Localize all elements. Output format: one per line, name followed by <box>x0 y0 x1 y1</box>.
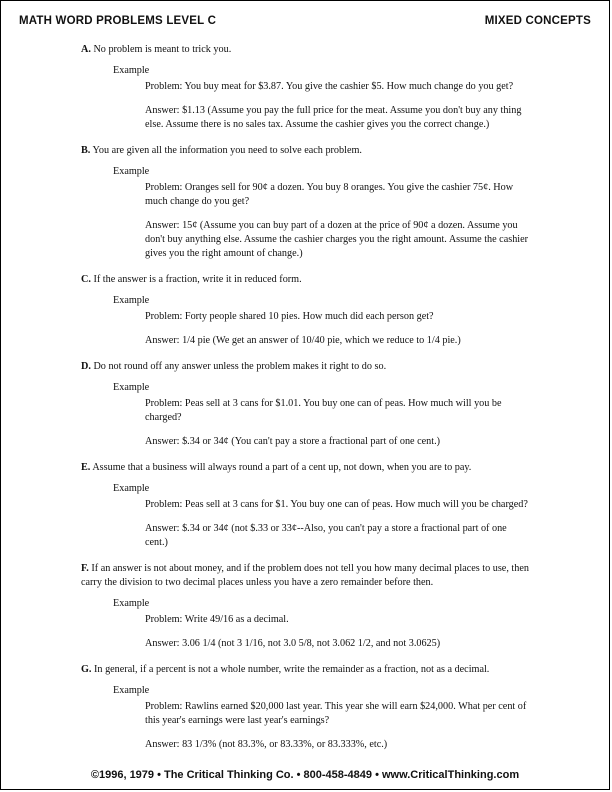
rule-statement: If the answer is a fraction, write it in reduced form. <box>93 274 302 285</box>
rule-statement: If an answer is not about money, and if the problem does not tell you how many decimal places to use, then carry the division to two decimal places unless you have a zero remainder before then. <box>81 563 529 588</box>
copyright-footer: ©1996, 1979 • The Critical Thinking Co. • 800-458-4849 • www.CriticalThinking.com <box>90 769 520 781</box>
example-problem: Problem: You buy meat for $3.87. You give the cashier $5. How much change do you get? <box>145 81 514 92</box>
rule-statement: Assume that a business will always round a part of a cent up, not down, when you are to pay. <box>92 462 472 473</box>
rule-section-a <box>81 43 531 132</box>
example-label: Example <box>113 483 150 494</box>
example-problem: Problem: Forty people shared 10 pies. How much did each person get? <box>145 311 434 322</box>
example-answer: Answer: $1.13 (Assume you pay the full price for the meat. Assume you don't buy any thing else. Assume there is no sales tax. Assume the cashier gives you the correct change.) <box>145 105 522 130</box>
example-answer: Answer: $.34 or 34¢ (You can't pay a store a fractional part of one cent.) <box>145 436 441 447</box>
example-label: Example <box>113 598 150 609</box>
rule-text <box>81 562 531 590</box>
rule-section-e <box>81 461 531 550</box>
example-problem: Problem: Peas sell at 3 cans for $1.01. You buy one can of peas. How much will you be charged? <box>145 398 502 423</box>
rules-list <box>81 43 531 752</box>
example-label: Example <box>113 685 150 696</box>
rule-statement: Do not round off any answer unless the problem makes it right to do so. <box>93 361 387 372</box>
rule-letter: A. <box>81 44 91 55</box>
example-problem: Problem: Oranges sell for 90¢ a dozen. You buy 8 oranges. You give the cashier 75¢. How much change do you get? <box>145 182 514 207</box>
example-problem: Problem: Write 49/16 as a decimal. <box>145 614 289 625</box>
example-answer: Answer: $.34 or 34¢ (not $.33 or 33¢--Also, you can't pay a store a fractional part of one cent.) <box>145 523 507 548</box>
example-problem: Problem: Rawlins earned $20,000 last year. This year she will earn $24,000. What per cent of this year's earnings were last year's earnings? <box>145 701 527 726</box>
rule-text <box>81 461 531 475</box>
header-topic: MIXED CONCEPTS <box>484 15 591 27</box>
rule-text <box>81 43 531 57</box>
rule-section-b <box>81 144 531 261</box>
example-label: Example <box>113 166 150 177</box>
example-problem: Problem: Peas sell at 3 cans for $1. You buy one can of peas. How much will you be charged? <box>145 499 528 510</box>
rule-section-g <box>81 663 531 752</box>
example-answer: Answer: 15¢ (Assume you can buy part of a dozen at the price of 90¢ a dozen. Assume you don't buy anything else. Assume the cashier charges you the right amount. Assume the cashier gives you the right amount of change.) <box>145 220 529 259</box>
rule-statement: You are given all the information you need to solve each problem. <box>92 145 362 156</box>
rule-section-d <box>81 360 531 449</box>
rule-text <box>81 663 531 677</box>
rule-section-f <box>81 562 531 651</box>
rule-text <box>81 360 531 374</box>
example-label: Example <box>113 295 150 306</box>
example-label: Example <box>113 65 150 76</box>
rule-letter: G. <box>81 664 92 675</box>
rule-letter: D. <box>81 361 91 372</box>
header-title: MATH WORD PROBLEMS LEVEL C <box>19 15 217 27</box>
rule-letter: E. <box>81 462 91 473</box>
example-answer: Answer: 83 1/3% (not 83.3%, or 83.33%, or 83.333%, etc.) <box>145 739 388 750</box>
example-answer: Answer: 1/4 pie (We get an answer of 10/40 pie, which we reduce to 1/4 pie.) <box>145 335 461 346</box>
example-label: Example <box>113 382 150 393</box>
rule-section-c <box>81 273 531 348</box>
rule-letter: F. <box>81 563 89 574</box>
rule-statement: In general, if a percent is not a whole number, write the remainder as a fraction, not as a decimal. <box>94 664 490 675</box>
rule-letter: C. <box>81 274 91 285</box>
rule-statement: No problem is meant to trick you. <box>93 44 232 55</box>
example-answer: Answer: 3.06 1/4 (not 3 1/16, not 3.0 5/8, not 3.062 1/2, and not 3.0625) <box>145 638 441 649</box>
rule-letter: B. <box>81 145 91 156</box>
rule-text <box>81 144 531 158</box>
rule-text <box>81 273 531 287</box>
